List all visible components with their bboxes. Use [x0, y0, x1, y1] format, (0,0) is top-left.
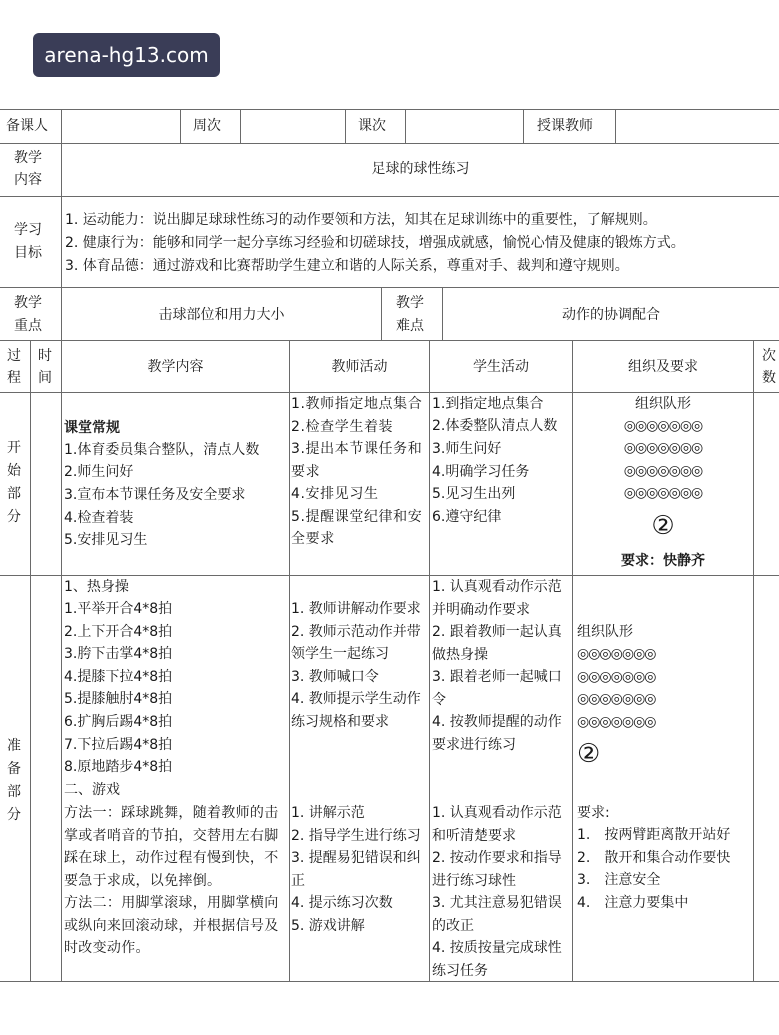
start-stage-char: 始 [7, 463, 21, 479]
col-count-1: 次 [762, 348, 776, 364]
start-student-item: 2.体委整队清点人数 [432, 418, 558, 434]
start-content-item: 5.安排见习生 [64, 532, 148, 548]
prep-content-item: 二、游戏 [64, 782, 120, 798]
start-stage-char: 部 [7, 486, 21, 502]
prep-teacher-activity-warmup: 1. 教师讲解动作要求 2. 教师示范动作并带领学生一起练习 3. 教师喊口令 4. 教师提示学生动作练习规格和要求 [291, 601, 421, 730]
prep-student-activity-game: 1. 认真观看动作示范和听清楚要求 2. 按动作要求和指导进行练习球性 3. 尤其注意易犯错误的改正 4. 按质按量完成球性练习任务 [432, 805, 562, 979]
prep-req-title: 要求: [577, 805, 610, 821]
formation-row: ◎◎◎◎◎◎◎ [577, 691, 656, 707]
content-label-2: 内容 [14, 172, 42, 188]
prep-content-item: 4.提膝下拉4*8拍 [64, 669, 173, 685]
col-time-2: 间 [38, 370, 52, 386]
prep-stage-char: 备 [7, 761, 21, 777]
start-content-item: 3.宣布本节课任务及安全要求 [64, 487, 246, 503]
start-content-title: 课堂常规 [64, 420, 120, 436]
lesson-label: 课次 [358, 118, 386, 134]
prep-game-description: 方法一：踩球跳舞，随着教师的击掌或者哨音的节拍，交替用左右脚踩在球上，动作过程有慢到快，不要急于求成，以免摔倒。 方法二：用脚掌滚球，用脚掌横向或纵向来回滚动球，并根据信号及时改变动作。 [64, 805, 279, 956]
prep-stage-char: 准 [7, 738, 21, 754]
difficulty-label-1: 教学 [396, 295, 424, 311]
teacher-position-marker: ② [651, 511, 675, 541]
start-student-item: 3.师生问好 [432, 441, 502, 457]
start-student-item: 4.明确学习任务 [432, 464, 530, 480]
col-process-2: 程 [7, 370, 21, 386]
preparer-label: 备课人 [6, 118, 48, 134]
formation-row: ◎◎◎◎◎◎◎ [623, 485, 703, 501]
start-student-item: 1.到指定地点集合 [432, 396, 544, 412]
formation-row: ◎◎◎◎◎◎◎ [623, 463, 703, 479]
goals-label-1: 学习 [14, 222, 42, 238]
prep-org-title: 组织队形 [577, 624, 633, 640]
goals-label-2: 目标 [14, 245, 42, 261]
key-label-2: 重点 [14, 318, 42, 334]
start-student-item: 5.见习生出列 [432, 486, 516, 502]
col-count-2: 数 [762, 370, 776, 386]
prep-content-item: 3.胯下击掌4*8拍 [64, 646, 173, 662]
col-time-1: 时 [38, 348, 52, 364]
col-teacher: 教师活动 [331, 359, 388, 375]
prep-req-item: 1. 按两臂距离散开站好 [577, 827, 731, 843]
col-content: 教学内容 [147, 359, 204, 375]
start-stage-char: 分 [7, 509, 21, 525]
start-content-item: 1.体育委员集合整队，清点人数 [64, 442, 260, 458]
start-stage-char: 开 [7, 440, 21, 456]
start-org-requirement: 要求：快静齐 [621, 553, 705, 569]
col-student: 学生活动 [473, 359, 529, 375]
content-value: 足球的球性练习 [371, 161, 470, 177]
col-org: 组织及要求 [628, 359, 698, 375]
prep-content-item: 8.原地踏步4*8拍 [64, 759, 173, 775]
start-content-item: 2.师生问好 [64, 464, 134, 480]
prep-student-activity-warmup: 1. 认真观看动作示范并明确动作要求 2. 跟着教师一起认真做热身操 3. 跟着老师一起喊口令 4. 按教师提醒的动作要求进行练习 [432, 579, 562, 753]
teacher-label: 授课教师 [537, 118, 593, 134]
prep-req-item: 3. 注意安全 [577, 872, 661, 888]
formation-row: ◎◎◎◎◎◎◎ [577, 669, 656, 685]
goal-item: 1. 运动能力：说出脚足球球性练习的动作要领和方法，知其在足球训练中的重要性，了解规则。 [65, 212, 657, 228]
prep-req-item: 2. 散开和集合动作要快 [577, 850, 731, 866]
prep-content-item: 1、热身操 [64, 579, 129, 595]
watermark-badge: arena-hg13.com [33, 33, 220, 77]
prep-content-item: 2.上下开合4*8拍 [64, 624, 173, 640]
prep-content-item: 6.扩胸后踢4*8拍 [64, 714, 173, 730]
goal-item: 2. 健康行为：能够和同学一起分享练习经验和切磋球技，增强成就感，愉悦心情及健康的锻炼方式。 [65, 235, 685, 251]
prep-content-item: 5.提膝触肘4*8拍 [64, 691, 173, 707]
start-teacher-activity: 1.教师指定地点集合 2.检查学生着装 3.提出本节课任务和要求 4.安排见习生 5.提醒课堂纪律和安全要求 [291, 396, 423, 547]
teacher-position-marker: ② [577, 739, 601, 769]
prep-req-item: 4. 注意力要集中 [577, 895, 689, 911]
col-process-1: 过 [7, 348, 21, 364]
prep-stage-char: 部 [7, 784, 21, 800]
difficulty-label-2: 难点 [396, 318, 424, 334]
key-value: 击球部位和用力大小 [158, 307, 285, 323]
content-label-1: 教学 [14, 150, 42, 166]
week-label: 周次 [193, 118, 221, 134]
goal-item: 3. 体育品德：通过游戏和比赛帮助学生建立和谐的人际关系，尊重对手、裁判和遵守规则。 [65, 258, 629, 274]
prep-content-item: 1.平举开合4*8拍 [64, 601, 173, 617]
difficulty-value: 动作的协调配合 [562, 307, 660, 323]
prep-content-item: 7.下拉后踢4*8拍 [64, 737, 173, 753]
start-content-item: 4.检查着装 [64, 510, 134, 526]
formation-row: ◎◎◎◎◎◎◎ [623, 440, 703, 456]
key-label-1: 教学 [14, 295, 42, 311]
prep-teacher-activity-game: 1. 讲解示范 2. 指导学生进行练习 3. 提醒易犯错误和纠正 4. 提示练习次数 5. 游戏讲解 [291, 805, 421, 934]
formation-row: ◎◎◎◎◎◎◎ [577, 646, 656, 662]
start-org-title: 组织队形 [635, 396, 691, 412]
formation-row: ◎◎◎◎◎◎◎ [623, 418, 703, 434]
formation-row: ◎◎◎◎◎◎◎ [577, 714, 656, 730]
start-student-item: 6.遵守纪律 [432, 509, 502, 525]
prep-stage-char: 分 [7, 807, 21, 823]
